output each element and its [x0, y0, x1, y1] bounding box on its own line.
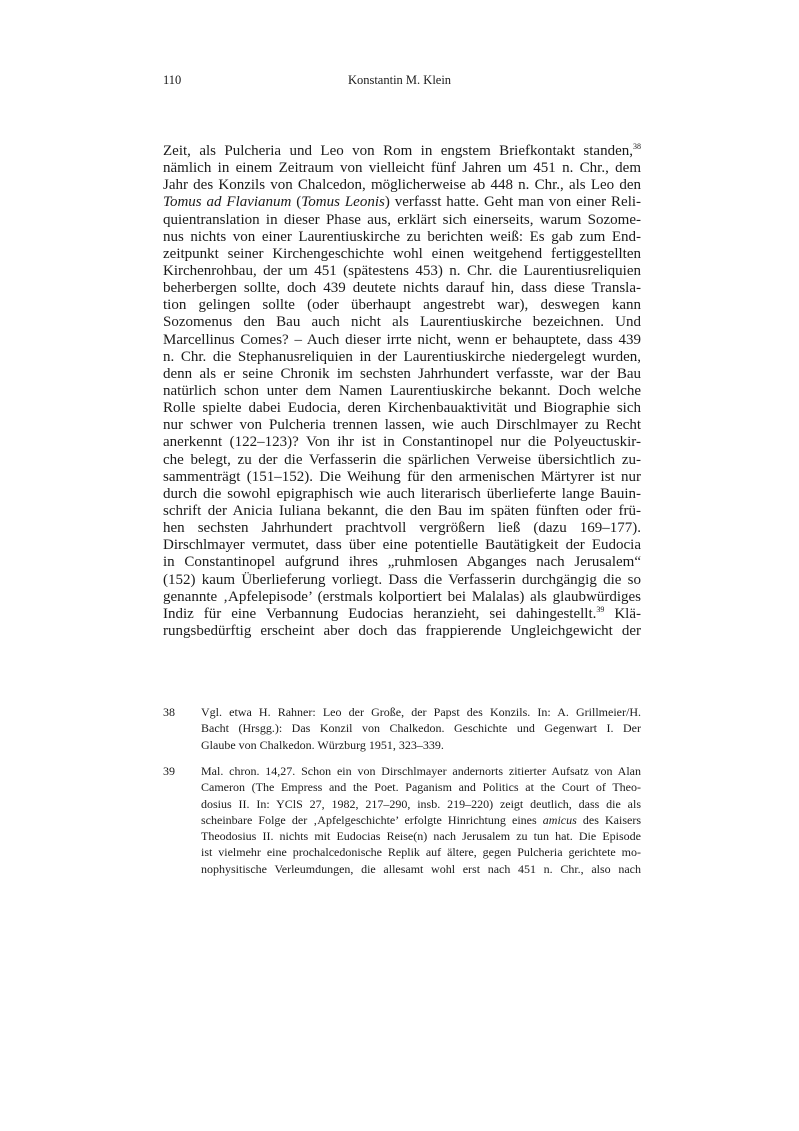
text-segment: (152) kaum Überlieferung vorliegt. Dass die Verfasserin durchgängig die so	[163, 571, 641, 588]
text-line	[163, 349, 641, 366]
text-line	[201, 812, 641, 828]
text-line	[163, 263, 641, 280]
text-segment: durch die sowohl epigraphisch wie auch literarisch überlieferte lange Bauin-	[163, 485, 641, 502]
footnote-39	[163, 763, 641, 877]
text-line	[201, 704, 641, 720]
text-segment: hen sechsten Jahrhundert prachtvoll vergrößern ließ (dazu 169–177).	[163, 520, 641, 537]
text-segment: Dirschlmayer vermutet, dass über eine potentielle Bautätigkeit der Eudocia	[163, 537, 641, 554]
text-line	[201, 796, 641, 812]
running-head: Konstantin M. Klein	[347, 73, 452, 87]
text-segment: scheinbare Folge der ‚Apfelgeschichte’ erfolgte Hinrichtung eines	[201, 812, 543, 827]
text-line	[163, 280, 641, 297]
text-segment: nämlich in einem Zeitraum von vielleicht fünf Jahren um 451 n. Chr., dem	[163, 160, 641, 177]
text-segment: n. Chr. die Stephanusreliquien in der Laurentiuskirche niedergelegt wurden,	[163, 348, 641, 365]
footnote-reference[interactable]: 38	[633, 142, 641, 151]
text-line	[163, 434, 641, 451]
text-segment: Vgl. etwa H. Rahner: Leo der Große, der Papst des Konzils. In: A. Grillmeier/H.	[201, 705, 641, 719]
text-line	[163, 297, 641, 314]
text-segment: che belegt, zu der die Verfasserin die spärlichen Verweise übersichtlich zu-	[163, 451, 641, 468]
text-line	[163, 366, 641, 383]
text-segment: Mal. chron. 14,27. Schon ein von Dirschlmayer andernorts zitierter Aufsatz von Alan	[201, 764, 641, 778]
text-line	[201, 844, 641, 860]
text-line	[163, 606, 641, 623]
text-line	[163, 229, 641, 246]
text-line	[163, 246, 641, 263]
text-segment: Cameron (The Empress and the Poet. Paganism and Politics at the Court of Theo-	[201, 780, 641, 795]
text-line	[163, 554, 641, 571]
text-line	[163, 177, 641, 194]
text-segment: schrift der Anicia Iuliana bekannt, die den Bau im späten fünften oder frü-	[163, 502, 641, 519]
footnote-number: 39	[163, 764, 175, 778]
text-line	[201, 779, 641, 795]
text-segment: quientranslation in dieser Phase aus, erklärt sich einerseits, warum Sozome-	[163, 211, 641, 228]
text-line	[163, 520, 641, 537]
text-segment: nus nichts von einer Laurentiuskirche zu berichten weiß: Es gab zum End-	[163, 228, 641, 245]
text-segment: Sozomenus den Bau auch nicht als Laurentiuskirche bezeichnen. Und	[163, 314, 641, 331]
text-segment: denn als er seine Chronik im sechsten Jahrhundert verfasste, war der Bau	[163, 365, 641, 382]
page-number: 110	[163, 73, 182, 87]
text-line	[163, 332, 641, 349]
text-line	[163, 417, 641, 434]
text-line	[163, 160, 641, 177]
text-segment: Rolle spielte dabei Eudocia, deren Kirchenbauaktivität und Biographie sich	[163, 400, 641, 417]
text-segment: nophysitische Verleumdungen, die allesamt wohl erst nach 451 n. Chr., also nach	[201, 861, 641, 876]
text-segment: anerkennt (122–123)? Von ihr ist in Constantinopel nur die Polyeuctuskir-	[163, 434, 641, 451]
text-segment: ist vielmehr eine prochalcedonische Replik auf ältere, gegen Pulcheria gerichtete mo-	[201, 845, 641, 860]
text-segment: Kirchenrohbau, der um 451 (spätestens 453) n. Chr. die Laurentiusreliquien	[163, 262, 641, 279]
text-line	[163, 503, 641, 520]
text-segment: ) verfasst hatte. Geht man von einer Reli-	[384, 194, 642, 211]
text-line	[163, 143, 641, 160]
text-line	[163, 469, 641, 486]
text-segment: des Kaisers	[576, 812, 641, 827]
text-line	[163, 623, 641, 640]
text-line	[163, 572, 641, 589]
italic-text: Tomus Leonis	[301, 194, 385, 211]
text-segment: Marcellinus Comes? – Auch dieser irrte nicht, wenn er behauptete, dass 439	[163, 331, 641, 348]
text-segment: Indiz für eine Verbannung Eudocias heranzieht, sei dahingestellt.	[163, 605, 597, 622]
text-line	[163, 452, 641, 469]
text-segment: Zeit, als Pulcheria und Leo von Rom in engstem Briefkontakt standen,	[163, 143, 633, 159]
text-line	[163, 212, 641, 229]
text-line	[163, 314, 641, 331]
text-segment: Theodosius II. nichts mit Eudocias Reise(n) nach Jerusalem zu tun hat. Die Episode	[201, 829, 641, 844]
text-segment: tion gelingen sollte (oder überhaupt angestrebt war), deswegen kann	[163, 297, 641, 314]
text-line	[163, 537, 641, 554]
text-line	[163, 589, 641, 606]
text-line	[163, 400, 641, 417]
text-line	[163, 383, 641, 400]
text-segment: Glaube von Chalkedon. Würzburg 1951, 323–339.	[201, 737, 444, 752]
text-segment: natürlich schon unter dem Namen Laurentiuskirche bekannt. Doch welche	[163, 382, 641, 399]
text-line	[201, 737, 641, 753]
italic-text: amicus	[542, 812, 577, 827]
text-line	[201, 763, 641, 779]
text-segment: Jahr des Konzils von Chalcedon, möglicherweise ab 448 n. Chr., als Leo den	[163, 177, 641, 194]
text-line	[201, 861, 641, 877]
text-segment: (	[291, 194, 302, 211]
text-segment: in Constantinopel aufgrund ihres „ruhmlosen Abganges nach Jerusalem“	[163, 554, 641, 571]
footnote-text	[201, 704, 641, 753]
body-text	[163, 143, 641, 640]
text-line	[201, 828, 641, 844]
text-line	[201, 720, 641, 736]
footnote-38	[163, 704, 641, 753]
text-segment: sammenträgt (151–152). Die Weihung für den armenischen Märtyrer ist nur	[163, 468, 641, 485]
text-segment: dosius II. In: YClS 27, 1982, 217–290, insb. 219–220) zeigt deutlich, dass die als	[201, 796, 641, 811]
text-segment: zeitpunkt seiner Kirchengeschichte wohl einen weitgehend fertiggestellten	[163, 245, 641, 262]
text-line	[163, 194, 641, 211]
footnote-number: 38	[163, 705, 175, 719]
text-segment: Bacht (Hrsgg.): Das Konzil von Chalkedon. Geschichte und Gegenwart I. Der	[201, 721, 641, 736]
footnote-reference[interactable]: 39	[596, 604, 605, 614]
text-segment: Klä-	[604, 605, 641, 622]
text-line	[163, 486, 641, 503]
footnote-text	[201, 763, 641, 877]
text-segment: beherbergen sollte, doch 439 deutete nichts darauf hin, dass diese Transla-	[163, 280, 641, 297]
text-segment: genannte ‚Apfelepisode’ (erstmals kolportiert bei Malalas) als glaubwürdiges	[163, 588, 641, 605]
text-segment: rungsbedürftig erscheint aber doch das frappierende Ungleichgewicht der	[163, 622, 641, 639]
italic-text: Tomus ad Flavianum	[163, 194, 292, 211]
text-segment: nur schwer von Pulcheria trennen lassen, wie auch Dirschlmayer zu Recht	[163, 417, 641, 434]
